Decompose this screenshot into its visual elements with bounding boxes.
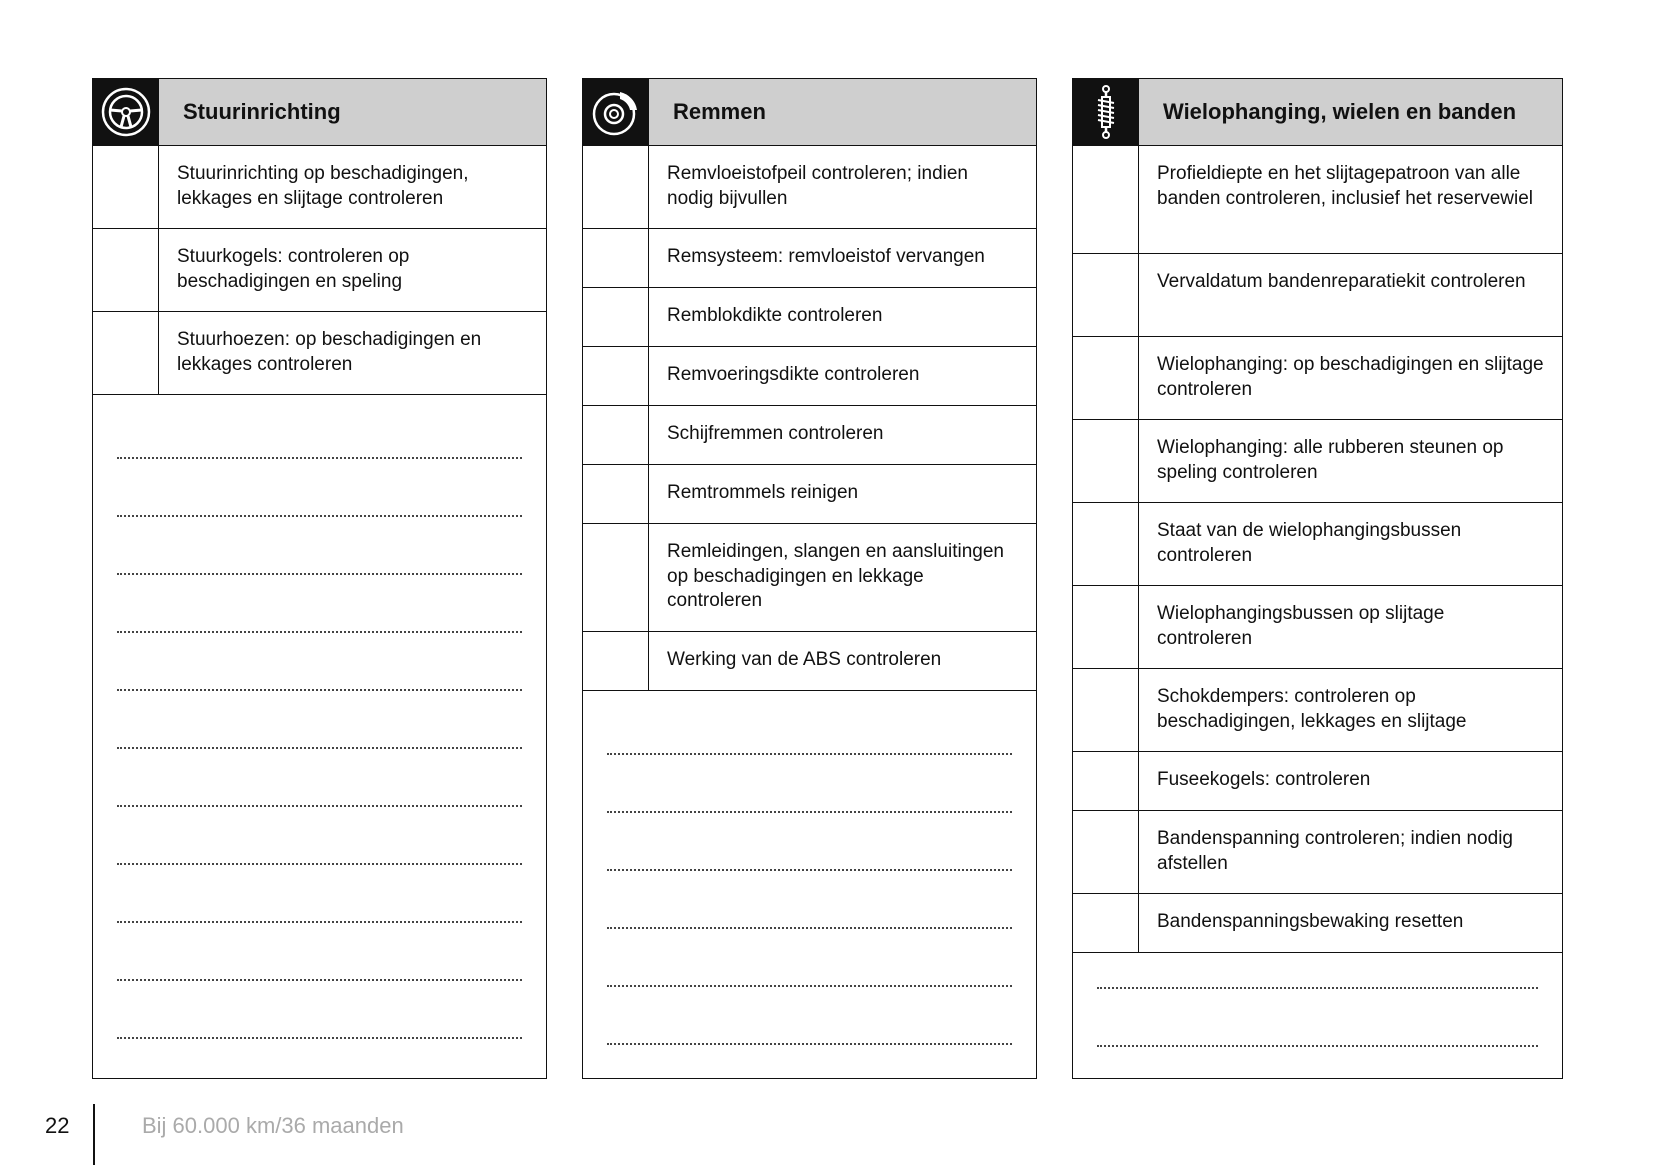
checklist-item: Bandenspanning controleren; indien nodig afstellen xyxy=(1157,828,1513,874)
checklist-item: Remleidingen, slangen en aansluitingen op beschadigingen en lekkage controleren xyxy=(667,541,1004,611)
checkbox[interactable] xyxy=(1073,752,1139,810)
shock-absorber-icon xyxy=(1091,85,1121,139)
steering-checklist-panel xyxy=(92,78,547,1079)
note-line xyxy=(607,753,1012,755)
checkbox[interactable] xyxy=(1073,146,1139,253)
panel-header xyxy=(93,79,546,146)
checklist-row xyxy=(1073,811,1562,894)
checklist-row xyxy=(583,146,1036,229)
checkbox[interactable] xyxy=(1073,669,1139,751)
panel-header xyxy=(1073,79,1562,146)
note-line xyxy=(117,689,522,691)
checkbox[interactable] xyxy=(1073,337,1139,419)
checklist-item: Schijfremmen controleren xyxy=(667,423,884,444)
checklist-row xyxy=(1073,752,1562,811)
checklist-item: Profieldiepte en het slijtagepatroon van alle banden controleren, inclusief het reservewiel xyxy=(1157,163,1533,209)
checklist-item: Stuurkogels: controleren op beschadigingen en speling xyxy=(177,246,410,292)
note-line xyxy=(117,573,522,575)
notes-area[interactable] xyxy=(93,395,546,1078)
note-line xyxy=(1097,1045,1538,1047)
checklist-row xyxy=(583,465,1036,524)
checklist-item: Stuurhoezen: op beschadigingen en lekkages controleren xyxy=(177,329,482,375)
note-line xyxy=(117,979,522,981)
checklist-row xyxy=(1073,337,1562,420)
checkbox[interactable] xyxy=(1073,586,1139,668)
checklist-row xyxy=(583,347,1036,406)
panel-title: Remmen xyxy=(673,99,766,124)
checklist-item: Bandenspanningsbewaking resetten xyxy=(1157,911,1464,932)
note-line xyxy=(117,805,522,807)
checklist-row xyxy=(583,632,1036,691)
checkbox[interactable] xyxy=(583,146,649,228)
note-line xyxy=(607,1043,1012,1045)
panel-title: Wielophanging, wielen en banden xyxy=(1163,99,1517,124)
panel-title: Stuurinrichting xyxy=(183,99,341,124)
checklist-item: Remvoeringsdikte controleren xyxy=(667,364,920,385)
checklist-row xyxy=(583,406,1036,465)
checklist-row xyxy=(1073,146,1562,254)
note-line xyxy=(117,515,522,517)
note-line xyxy=(117,747,522,749)
footer-section-label: Bij 60.000 km/36 maanden xyxy=(142,1113,404,1138)
checklist-row xyxy=(93,229,546,312)
checklist-item: Remblokdikte controleren xyxy=(667,305,883,326)
checkbox[interactable] xyxy=(1073,420,1139,502)
checkbox[interactable] xyxy=(1073,503,1139,585)
brake-disc-icon xyxy=(590,86,642,138)
checklist-row xyxy=(1073,420,1562,503)
icon-cell xyxy=(93,79,159,145)
suspension-checklist-panel xyxy=(1072,78,1563,1079)
checkbox[interactable] xyxy=(1073,254,1139,336)
checkbox[interactable] xyxy=(583,347,649,405)
checklist-item: Wielophanging: op beschadigingen en slijtage controleren xyxy=(1157,354,1544,400)
footer-divider xyxy=(93,1104,95,1165)
checkbox[interactable] xyxy=(93,312,159,394)
checklist-item: Staat van de wielophangingsbussen controleren xyxy=(1157,520,1462,566)
notes-area[interactable] xyxy=(583,691,1036,1078)
note-line xyxy=(117,921,522,923)
checkbox[interactable] xyxy=(1073,811,1139,893)
checklist-item: Stuurinrichting op beschadigingen, lekkages en slijtage controleren xyxy=(177,163,469,209)
checklist-row xyxy=(1073,503,1562,586)
checklist-item: Wielophangingsbussen op slijtage controleren xyxy=(1157,603,1445,649)
checkbox[interactable] xyxy=(93,146,159,228)
checkbox[interactable] xyxy=(1073,894,1139,952)
note-line xyxy=(1097,987,1538,989)
checklist-row xyxy=(1073,894,1562,953)
checkbox[interactable] xyxy=(583,632,649,690)
checklist-item: Werking van de ABS controleren xyxy=(667,649,942,670)
checklist-row xyxy=(93,146,546,229)
checklist-item: Remtrommels reinigen xyxy=(667,482,859,503)
note-line xyxy=(117,1037,522,1039)
note-line xyxy=(607,985,1012,987)
checkbox[interactable] xyxy=(583,406,649,464)
checkbox[interactable] xyxy=(583,229,649,287)
checkbox[interactable] xyxy=(583,288,649,346)
note-line xyxy=(607,869,1012,871)
checklist-row xyxy=(1073,254,1562,337)
note-line xyxy=(607,811,1012,813)
panel-header xyxy=(583,79,1036,146)
brakes-checklist-panel xyxy=(582,78,1037,1079)
checklist-row xyxy=(583,288,1036,347)
checklist-row xyxy=(583,524,1036,632)
notes-area[interactable] xyxy=(1073,953,1562,1078)
note-line xyxy=(607,927,1012,929)
checklist-item: Fuseekogels: controleren xyxy=(1157,769,1371,790)
note-line xyxy=(117,863,522,865)
checklist-item: Remsysteem: remvloeistof vervangen xyxy=(667,246,985,267)
note-line xyxy=(117,457,522,459)
checkbox[interactable] xyxy=(583,465,649,523)
icon-cell xyxy=(1073,79,1139,145)
checkbox[interactable] xyxy=(583,524,649,631)
checklist-row xyxy=(583,229,1036,288)
checklist-item: Remvloeistofpeil controleren; indien nodig bijvullen xyxy=(667,163,968,209)
steering-wheel-icon xyxy=(100,86,152,138)
checklist-item: Schokdempers: controleren op beschadigingen, lekkages en slijtage xyxy=(1157,686,1467,732)
checklist-row xyxy=(1073,586,1562,669)
checkbox[interactable] xyxy=(93,229,159,311)
checklist-item: Vervaldatum bandenreparatiekit controleren xyxy=(1157,271,1526,292)
checklist-item: Wielophanging: alle rubberen steunen op speling controleren xyxy=(1157,437,1504,483)
checklist-row xyxy=(1073,669,1562,752)
note-line xyxy=(117,631,522,633)
page-number: 22 xyxy=(45,1113,70,1138)
icon-cell xyxy=(583,79,649,145)
checklist-row xyxy=(93,312,546,395)
